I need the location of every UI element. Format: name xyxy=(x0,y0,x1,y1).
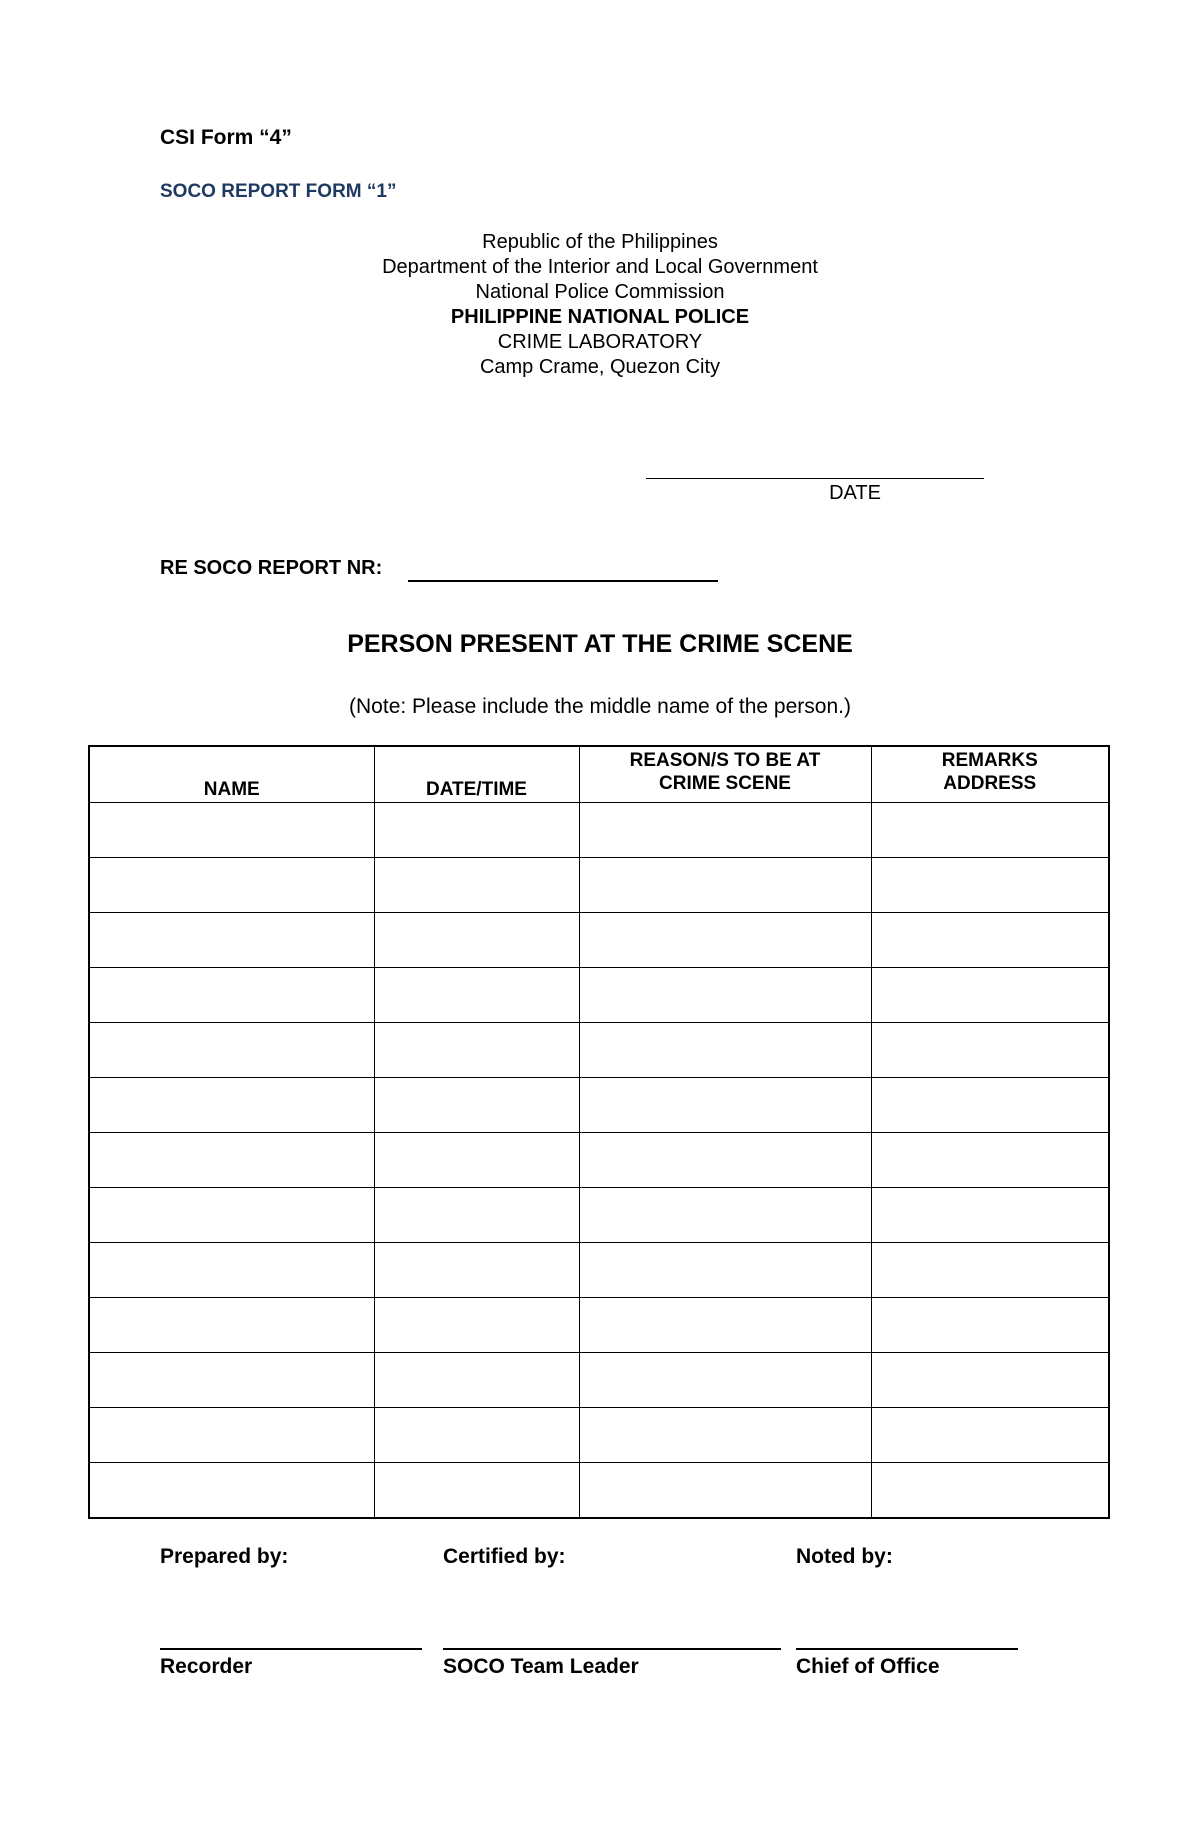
cell-reason[interactable] xyxy=(579,968,871,1023)
letterhead-crime-lab: CRIME LABORATORY xyxy=(497,331,703,353)
cell-remarks[interactable] xyxy=(871,968,1109,1023)
recorder-signature-line[interactable] xyxy=(160,1648,422,1650)
column-header-name: NAME xyxy=(89,746,374,803)
table-row xyxy=(89,1353,1109,1408)
column-header-reason-line1: REASON/S TO BE AT xyxy=(629,750,821,771)
cell-remarks[interactable] xyxy=(871,1188,1109,1243)
cell-name[interactable] xyxy=(89,1463,374,1519)
cell-remarks[interactable] xyxy=(871,1243,1109,1298)
table-row xyxy=(89,803,1109,858)
note: (Note: Please include the middle name of the person.) xyxy=(349,695,851,718)
cell-datetime[interactable] xyxy=(374,1023,579,1078)
cell-name[interactable] xyxy=(89,1078,374,1133)
cell-datetime[interactable] xyxy=(374,1408,579,1463)
letterhead-pnp: PHILIPPINE NATIONAL POLICE xyxy=(450,306,750,328)
table-row xyxy=(89,1408,1109,1463)
cell-reason[interactable] xyxy=(579,1023,871,1078)
cell-datetime[interactable] xyxy=(374,1353,579,1408)
table-row xyxy=(89,1133,1109,1188)
cell-reason[interactable] xyxy=(579,1243,871,1298)
chief-of-office-label: Chief of Office xyxy=(796,1655,940,1678)
soco-report-form-code: SOCO REPORT FORM “1” xyxy=(160,181,397,202)
letterhead-address: Camp Crame, Quezon City xyxy=(479,356,721,378)
report-number-label: RE SOCO REPORT NR: xyxy=(160,557,383,579)
cell-remarks[interactable] xyxy=(871,913,1109,968)
cell-name[interactable] xyxy=(89,1188,374,1243)
cell-name[interactable] xyxy=(89,968,374,1023)
cell-remarks[interactable] xyxy=(871,1078,1109,1133)
column-header-remarks-line1: REMARKS xyxy=(941,750,1038,771)
cell-remarks[interactable] xyxy=(871,1408,1109,1463)
table-row xyxy=(89,1023,1109,1078)
cell-datetime[interactable] xyxy=(374,1078,579,1133)
cell-remarks[interactable] xyxy=(871,803,1109,858)
cell-datetime[interactable] xyxy=(374,1188,579,1243)
cell-name[interactable] xyxy=(89,1243,374,1298)
table-row xyxy=(89,968,1109,1023)
cell-reason[interactable] xyxy=(579,913,871,968)
cell-datetime[interactable] xyxy=(374,913,579,968)
recorder-label: Recorder xyxy=(160,1655,253,1678)
cell-name[interactable] xyxy=(89,1023,374,1078)
certified-by-label: Certified by: xyxy=(443,1545,566,1568)
report-number-field-line[interactable] xyxy=(408,580,718,582)
cell-reason[interactable] xyxy=(579,1298,871,1353)
chief-signature-line[interactable] xyxy=(796,1648,1018,1650)
table-row xyxy=(89,1298,1109,1353)
table-body xyxy=(89,803,1109,1519)
cell-datetime[interactable] xyxy=(374,858,579,913)
cell-reason[interactable] xyxy=(579,1353,871,1408)
cell-remarks[interactable] xyxy=(871,1463,1109,1519)
cell-name[interactable] xyxy=(89,803,374,858)
table-row xyxy=(89,1188,1109,1243)
form-code: CSI Form “4” xyxy=(160,126,292,149)
cell-remarks[interactable] xyxy=(871,858,1109,913)
team-leader-signature-line[interactable] xyxy=(443,1648,781,1650)
page-title: PERSON PRESENT AT THE CRIME SCENE xyxy=(347,630,853,658)
letterhead-commission: National Police Commission xyxy=(475,281,725,303)
column-header-reason xyxy=(579,746,871,803)
cell-datetime[interactable] xyxy=(374,1133,579,1188)
letterhead-department: Department of the Interior and Local Government xyxy=(382,256,818,278)
cell-name[interactable] xyxy=(89,913,374,968)
cell-remarks[interactable] xyxy=(871,1298,1109,1353)
cell-name[interactable] xyxy=(89,1298,374,1353)
cell-remarks[interactable] xyxy=(871,1023,1109,1078)
cell-remarks[interactable] xyxy=(871,1353,1109,1408)
cell-name[interactable] xyxy=(89,1133,374,1188)
prepared-by-label: Prepared by: xyxy=(160,1545,289,1568)
date-label: DATE xyxy=(829,482,881,504)
date-field-line[interactable] xyxy=(646,478,984,479)
cell-reason[interactable] xyxy=(579,1463,871,1519)
cell-name[interactable] xyxy=(89,1408,374,1463)
column-header-reason-line2: CRIME SCENE xyxy=(659,773,791,794)
cell-reason[interactable] xyxy=(579,1188,871,1243)
persons-present-table xyxy=(88,745,1110,1519)
team-leader-label: SOCO Team Leader xyxy=(443,1655,639,1678)
letterhead-republic: Republic of the Philippines xyxy=(482,231,718,253)
column-header-remarks-line2: ADDRESS xyxy=(943,773,1037,794)
cell-name[interactable] xyxy=(89,1353,374,1408)
cell-datetime[interactable] xyxy=(374,803,579,858)
table-header-row xyxy=(89,746,1109,803)
cell-name[interactable] xyxy=(89,858,374,913)
cell-reason[interactable] xyxy=(579,803,871,858)
cell-remarks[interactable] xyxy=(871,1133,1109,1188)
column-header-datetime: DATE/TIME xyxy=(374,746,579,803)
noted-by-label: Noted by: xyxy=(796,1545,893,1568)
cell-datetime[interactable] xyxy=(374,1243,579,1298)
cell-reason[interactable] xyxy=(579,858,871,913)
column-header-remarks xyxy=(871,746,1109,803)
cell-reason[interactable] xyxy=(579,1408,871,1463)
cell-datetime[interactable] xyxy=(374,1298,579,1353)
table-row xyxy=(89,1243,1109,1298)
table-row xyxy=(89,858,1109,913)
table-row xyxy=(89,913,1109,968)
letterhead xyxy=(0,230,1200,380)
table-row xyxy=(89,1078,1109,1133)
cell-reason[interactable] xyxy=(579,1078,871,1133)
cell-datetime[interactable] xyxy=(374,1463,579,1519)
cell-datetime[interactable] xyxy=(374,968,579,1023)
table-row xyxy=(89,1463,1109,1519)
cell-reason[interactable] xyxy=(579,1133,871,1188)
